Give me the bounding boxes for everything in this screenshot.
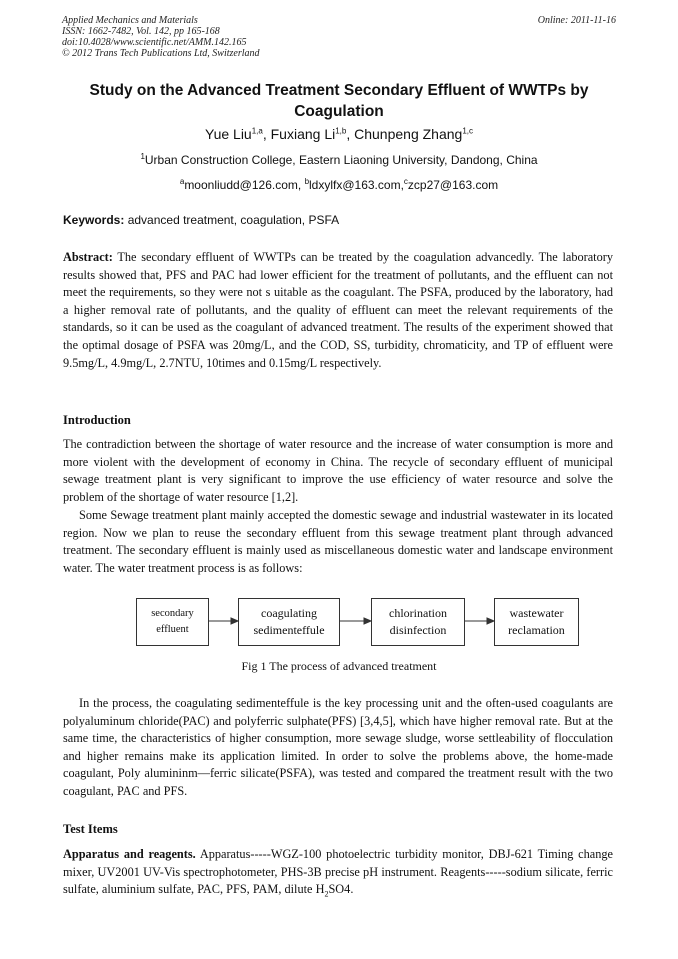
paper-title: Study on the Advanced Treatment Secondary Effluent of WWTPs by Coagulation	[89, 82, 589, 120]
online-date: Online: 2011-11-16	[537, 15, 616, 26]
affiliation-text: Urban Construction College, Eastern Liaoning University, Dandong, China	[144, 153, 538, 167]
email-link[interactable]: moonliudd@126.com,	[184, 178, 305, 192]
flow-box-line: secondary	[151, 608, 194, 619]
flow-box-line: sedimenteffule	[253, 623, 325, 637]
author-name: Yue Liu	[205, 126, 252, 142]
email-link[interactable]: ldxylfx@163.com,	[309, 178, 404, 192]
doi-line[interactable]: doi:10.4028/www.scientific.net/AMM.142.165	[62, 37, 247, 48]
journal-name: Applied Mechanics and Materials	[62, 15, 198, 26]
apparatus-text: Apparatus-----WGZ-100 photoelectric turbidity monitor, DBJ-621 Timing change mixer, UV2001 UV-Vis spectrophotometer, PHS-3B precise pH instrument. Reagents-----sodium silicate, ferric sulfate, aluminium sulfate, PAC, PFS, PAM, dilute H	[63, 847, 614, 897]
author-affil-sup: 1,a	[251, 126, 263, 136]
arrow-head-icon	[231, 618, 238, 624]
flow-box-line: coagulating	[261, 606, 317, 620]
flow-box-line: reclamation	[508, 623, 565, 637]
paragraph	[63, 846, 613, 899]
copyright-line: © 2012 Trans Tech Publications Ltd, Switzerland	[62, 48, 260, 59]
arrow-head-icon	[364, 618, 371, 624]
abstract-label: Abstract:	[63, 250, 113, 264]
paragraph: The contradiction between the shortage of water resource and the increase of water consumption is more and more violent with the development of economy in China. The recycle of secondary effluent of municipal sewage treatment plant is very significant to improve the use efficiency of water resource and solve the problem of the shortage of water resource [1,2].	[63, 437, 613, 504]
email-sup: c	[403, 177, 408, 186]
flow-box-line: wastewater	[509, 606, 564, 620]
author-affil-sup: 1,c	[462, 126, 473, 136]
author-separator: ,	[346, 126, 355, 142]
subscript: 2	[324, 889, 329, 899]
email-link[interactable]: zcp27@163.com	[407, 178, 499, 192]
flow-box-line: disinfection	[389, 623, 447, 637]
figure-caption: Fig 1 The process of advanced treatment	[241, 659, 437, 673]
paragraph: Some Sewage treatment plant mainly accepted the domestic sewage and industrial wastewater in its located region. Now we plan to reuse the secondary effluent from this sewage treatment plant through advanced treatment. The secondary effluent is mainly used as miscellaneous domestic water and landscape environment water. The water treatment process is as follows:	[63, 508, 613, 575]
author-separator: ,	[262, 126, 271, 142]
author-name: Fuxiang Li	[270, 126, 336, 142]
issn-line: ISSN: 1662-7482, Vol. 142, pp 165-168	[62, 26, 220, 37]
flow-box-line: chlorination	[389, 606, 447, 620]
apparatus-tail: SO4.	[328, 882, 354, 897]
section-heading: Test Items	[63, 822, 118, 836]
abstract-text: The secondary effluent of WWTPs can be treated by the coagulation advancedly. The laboratory results showed that, PFS and PAC had lower efficient for the treatment of pollutants, and the effluent can not meet the requirements, so they were not s uitable as the coagulant. The PSFA, produced by the laboratory, had a higher removal rate of pollutants, and the quality of effluent can meet the relevant requirements of the standards, so it can be used as the coagulant of advanced treatment. The results of the experiment showed that the optimal dosage of PSFA was 20mg/L, and the COD, SS, turbidity, chromaticity, and TP of effluent were 9.5mg/L, 4.9mg/L, 2.7NTU, 10times and 0.15mg/L respectively.	[63, 250, 613, 370]
affiliation-sup: 1	[140, 152, 145, 161]
email-sup: b	[304, 177, 310, 186]
author-affil-sup: 1,b	[335, 126, 347, 136]
section-heading: Introduction	[63, 413, 131, 427]
email-sup: a	[179, 177, 185, 186]
subsection-label: Apparatus and reagents.	[63, 847, 196, 861]
keywords-label: Keywords:	[63, 213, 125, 227]
arrow-head-icon	[487, 618, 494, 624]
paragraph: In the process, the coagulating sedimenteffule is the key processing unit and the often-used coagulants are polyaluminum chloride(PAC) and polyferric sulphate(PFS) [3,4,5], which have higher removal rate. But at the same time, the characteristics of higher consumption, more sewage sludge, worse settleability of flocculation and higher remains make its application limited. In order to solve the problems above, the home-made coagulant, Poly alumininm—ferric silicate(PSFA), was tested and compared the treatment result with the two coagulant, PAC and PFS.	[63, 696, 613, 798]
keywords-text: advanced treatment, coagulation, PSFA	[124, 213, 340, 227]
author-name: Chunpeng Zhang	[354, 126, 463, 142]
flow-box-line: effluent	[156, 624, 189, 635]
